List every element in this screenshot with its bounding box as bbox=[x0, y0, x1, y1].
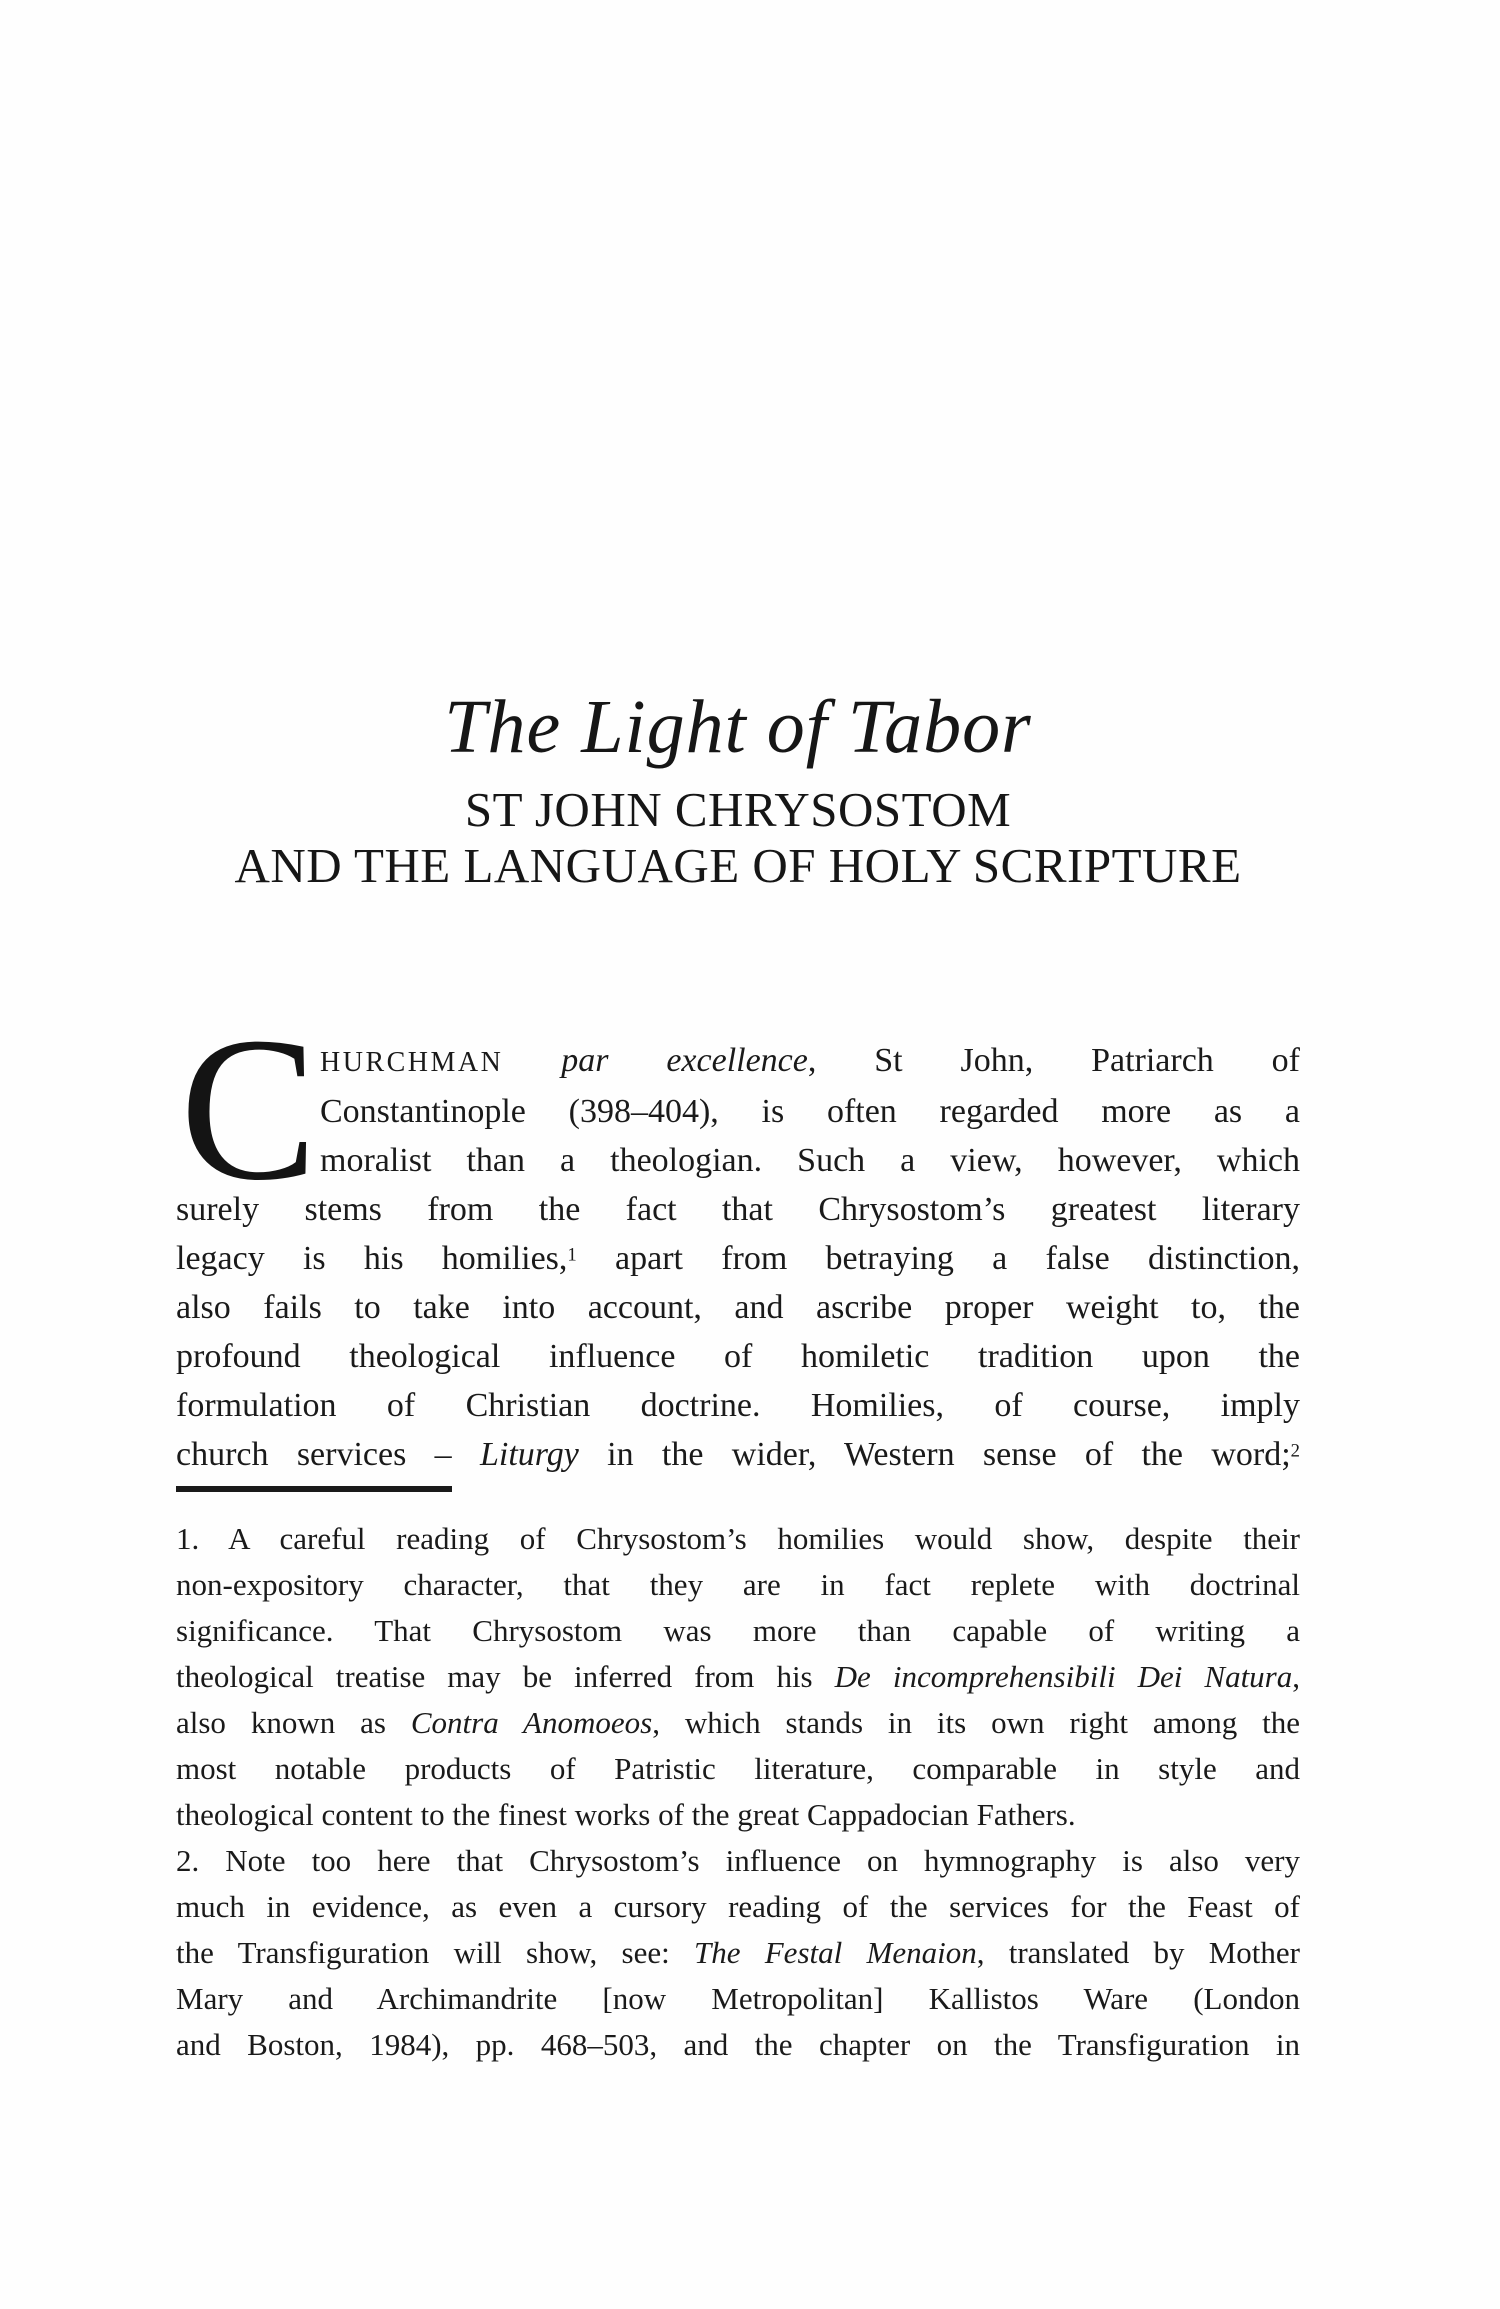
drop-cap: C bbox=[180, 994, 318, 1223]
footnote-line bbox=[176, 1884, 1300, 1930]
footnote-2 bbox=[176, 1838, 1300, 2068]
text-segment: par excellence bbox=[561, 1042, 808, 1079]
body-line bbox=[176, 1087, 1300, 1136]
body-line bbox=[176, 1332, 1300, 1381]
body-line bbox=[176, 1036, 1300, 1087]
text-segment: , St John, Patriarch of bbox=[807, 1042, 1300, 1079]
text-segment: most notable products of Patristic literature, comparable in style and bbox=[176, 1751, 1300, 1786]
footnote-reference: 1 bbox=[567, 1244, 577, 1266]
text-segment: much in evidence, as even a cursory reading of the services for the Feast of bbox=[176, 1889, 1300, 1924]
footnote-line bbox=[176, 1838, 1300, 1884]
footnote-line bbox=[176, 1562, 1300, 1608]
footnote-line bbox=[176, 1976, 1300, 2022]
body-line bbox=[176, 1381, 1300, 1430]
text-segment: profound theological influence of homiletic tradition upon the bbox=[176, 1338, 1300, 1375]
text-segment: Mary and Archimandrite [now Metropolitan] Kallistos Ware (London bbox=[176, 1981, 1300, 2016]
body-line bbox=[176, 1234, 1300, 1283]
text-segment: theological treatise may be inferred from his bbox=[176, 1659, 835, 1694]
footnote-line bbox=[176, 1792, 1300, 1838]
footnote-reference: 2 bbox=[1290, 1440, 1301, 1462]
footnote-line bbox=[176, 1746, 1300, 1792]
text-segment: theological content to the finest works of the great Cappadocian Fathers. bbox=[176, 1797, 1076, 1832]
text-segment: moralist than a theologian. Such a view, however, which bbox=[320, 1142, 1300, 1179]
text-segment: De incomprehensibili Dei Natura bbox=[834, 1659, 1293, 1694]
text-segment: significance. That Chrysostom was more than capable of writing a bbox=[176, 1613, 1300, 1648]
text-segment: also known as bbox=[176, 1705, 411, 1740]
text-segment: HURCHMAN bbox=[320, 1047, 504, 1078]
text-segment: Constantinople (398–404), is often regarded more as a bbox=[320, 1093, 1300, 1130]
text-segment: 1. A careful reading of Chrysostom’s homilies would show, despite their bbox=[176, 1521, 1300, 1556]
body-line bbox=[176, 1430, 1300, 1479]
footnote-line bbox=[176, 1654, 1300, 1700]
body-paragraph bbox=[176, 994, 1301, 1479]
footnote-separator-rule bbox=[176, 1486, 452, 1492]
chapter-subtitle-line1: ST JOHN CHRYSOSTOM bbox=[464, 782, 1012, 837]
footnote-line bbox=[176, 2022, 1300, 2068]
text-segment: in the wider, Western sense of the word; bbox=[578, 1436, 1291, 1473]
text-segment: formulation of Christian doctrine. Homilies, of course, imply bbox=[176, 1387, 1300, 1424]
text-segment bbox=[503, 1042, 561, 1079]
body-line bbox=[176, 1283, 1300, 1332]
text-segment: legacy is his homilies, bbox=[176, 1240, 568, 1277]
text-segment: , bbox=[1292, 1659, 1301, 1694]
text-segment: , translated by Mother bbox=[976, 1935, 1301, 1970]
text-segment: surely stems from the fact that Chrysostom’s greatest literary bbox=[176, 1191, 1300, 1228]
body-line bbox=[176, 1185, 1300, 1234]
text-segment: Liturgy bbox=[479, 1436, 579, 1473]
footnote-line bbox=[176, 1930, 1300, 1976]
text-segment: church services – bbox=[176, 1436, 480, 1473]
footnote-1 bbox=[176, 1516, 1300, 1838]
text-segment: apart from betraying a false distinction, bbox=[576, 1240, 1300, 1277]
text-segment: non-expository character, that they are in fact replete with doctrinal bbox=[176, 1567, 1300, 1602]
chapter-title: The Light of Tabor bbox=[444, 685, 1032, 769]
body-line bbox=[176, 1136, 1300, 1185]
text-segment: the Transfiguration will show, see: bbox=[176, 1935, 694, 1970]
text-segment: and Boston, 1984), pp. 468–503, and the chapter on the Transfiguration in bbox=[176, 2027, 1300, 2062]
chapter-subtitle-line2: AND THE LANGUAGE OF HOLY SCRIPTURE bbox=[234, 838, 1242, 893]
text-segment: also fails to take into account, and ascribe proper weight to, the bbox=[176, 1289, 1300, 1326]
text-segment: 2. Note too here that Chrysostom’s influence on hymnography is also very bbox=[176, 1843, 1300, 1878]
footnote-line bbox=[176, 1516, 1300, 1562]
footnote-line bbox=[176, 1608, 1300, 1654]
text-segment: The Festal Menaion bbox=[693, 1935, 977, 1970]
footnote-line bbox=[176, 1700, 1300, 1746]
text-segment: , which stands in its own right among the bbox=[652, 1705, 1300, 1740]
text-segment: Contra Anomoeos bbox=[410, 1705, 653, 1740]
